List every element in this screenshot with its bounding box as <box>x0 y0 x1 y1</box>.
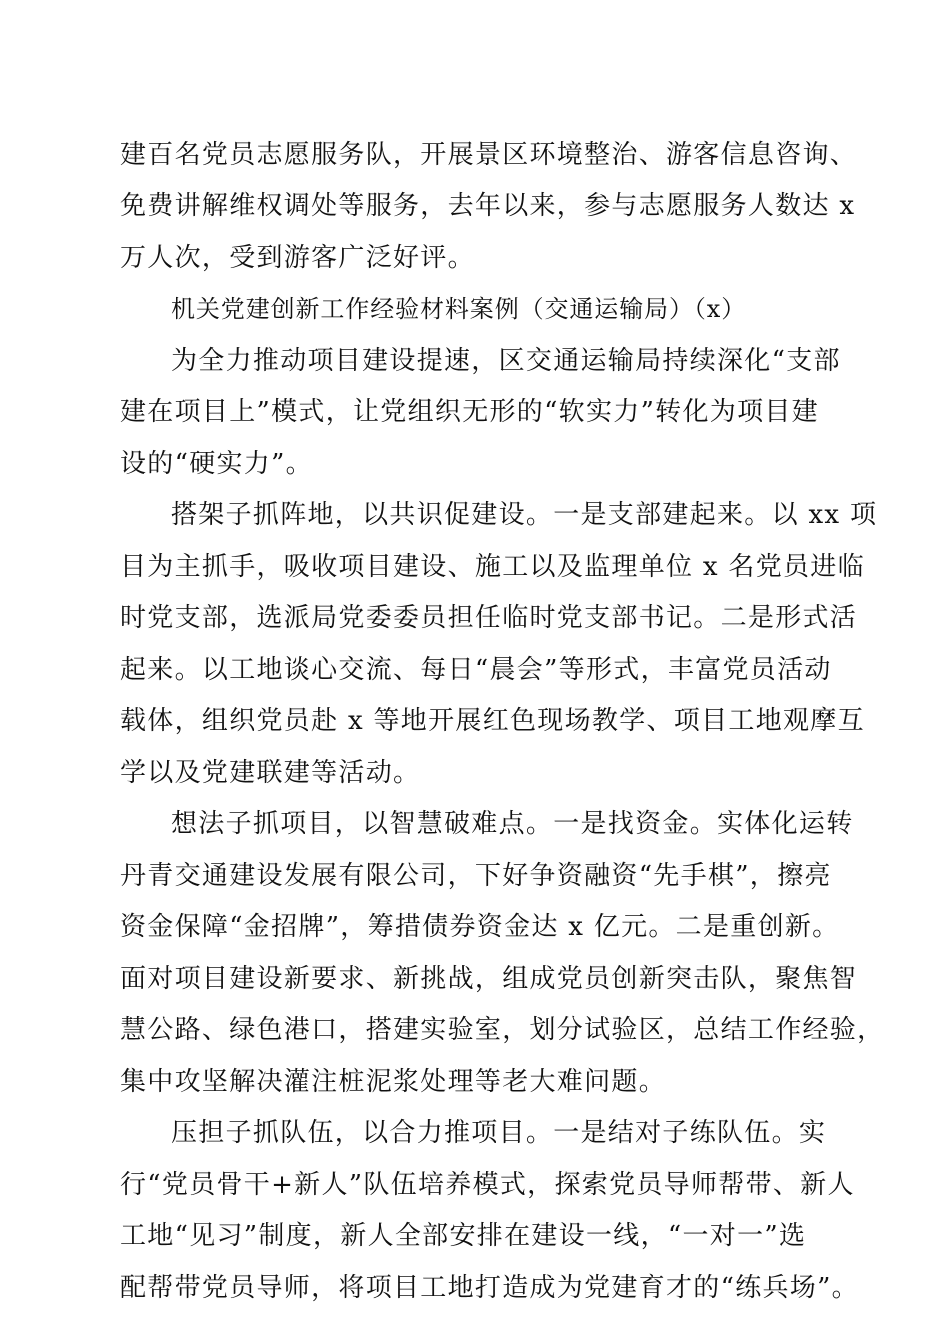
paragraph-first-line: 搭架子抓阵地，以共识促建设。一是支部建起来。以 xx 项 <box>171 500 878 530</box>
text-line: 资金保障“金招牌”，筹措债券资金达 x 亿元。二是重创新。 <box>120 912 840 942</box>
paragraph-first-line: 压担子抓队伍，以合力推项目。一是结对子练队伍。实 <box>171 1118 827 1148</box>
text-line: 建百名党员志愿服务队，开展景区环境整治、游客信息咨询、 <box>120 140 858 170</box>
paragraph-first-line: 为全力推动项目建设提速，区交通运输局持续深化“支部 <box>171 346 841 376</box>
text-line: 时党支部，选派局党委委员担任临时党支部书记。二是形式活 <box>120 603 858 633</box>
text-line: 万人次，受到游客广泛好评。 <box>120 243 475 273</box>
text-line: 工地“见习”制度，新人全部安排在建设一线，“一对一”选 <box>120 1221 807 1251</box>
text-line: 慧公路、绿色港口，搭建实验室，划分试验区，总结工作经验， <box>120 1015 885 1045</box>
text-line: 载体，组织党员赴 x 等地开展红色现场教学、项目工地观摩互 <box>120 706 865 736</box>
text-line: 面对项目建设新要求、新挑战，组成党员创新突击队，聚焦智 <box>120 964 858 994</box>
text-line: 起来。以工地谈心交流、每日“晨会”等形式，丰富党员活动 <box>120 655 832 685</box>
text-line: 丹青交通建设发展有限公司，下好争资融资“先手棋”，擦亮 <box>120 861 832 891</box>
text-line: 目为主抓手，吸收项目建设、施工以及监理单位 x 名党员进临 <box>120 552 865 582</box>
paragraph-first-line: 想法子抓项目，以智慧破难点。一是找资金。实体化运转 <box>171 809 854 839</box>
section-title: 机关党建创新工作经验材料案例（交通运输局）（x） <box>171 295 747 323</box>
text-line: 设的“硬实力”。 <box>120 449 313 479</box>
text-line: 学以及党建联建等活动。 <box>120 758 421 788</box>
text-line: 建在项目上”模式，让党组织无形的“软实力”转化为项目建 <box>120 397 819 427</box>
text-line: 行“党员骨干+新人”队伍培养模式，探索党员导师帮带、新人 <box>120 1170 855 1200</box>
text-line: 免费讲解维权调处等服务，去年以来，参与志愿服务人数达 x <box>120 191 856 221</box>
text-line: 配帮带党员导师，将项目工地打造成为党建育才的“练兵场”。 <box>120 1273 859 1303</box>
text-line: 集中攻坚解决灌注桩泥浆处理等老大难问题。 <box>120 1067 667 1097</box>
